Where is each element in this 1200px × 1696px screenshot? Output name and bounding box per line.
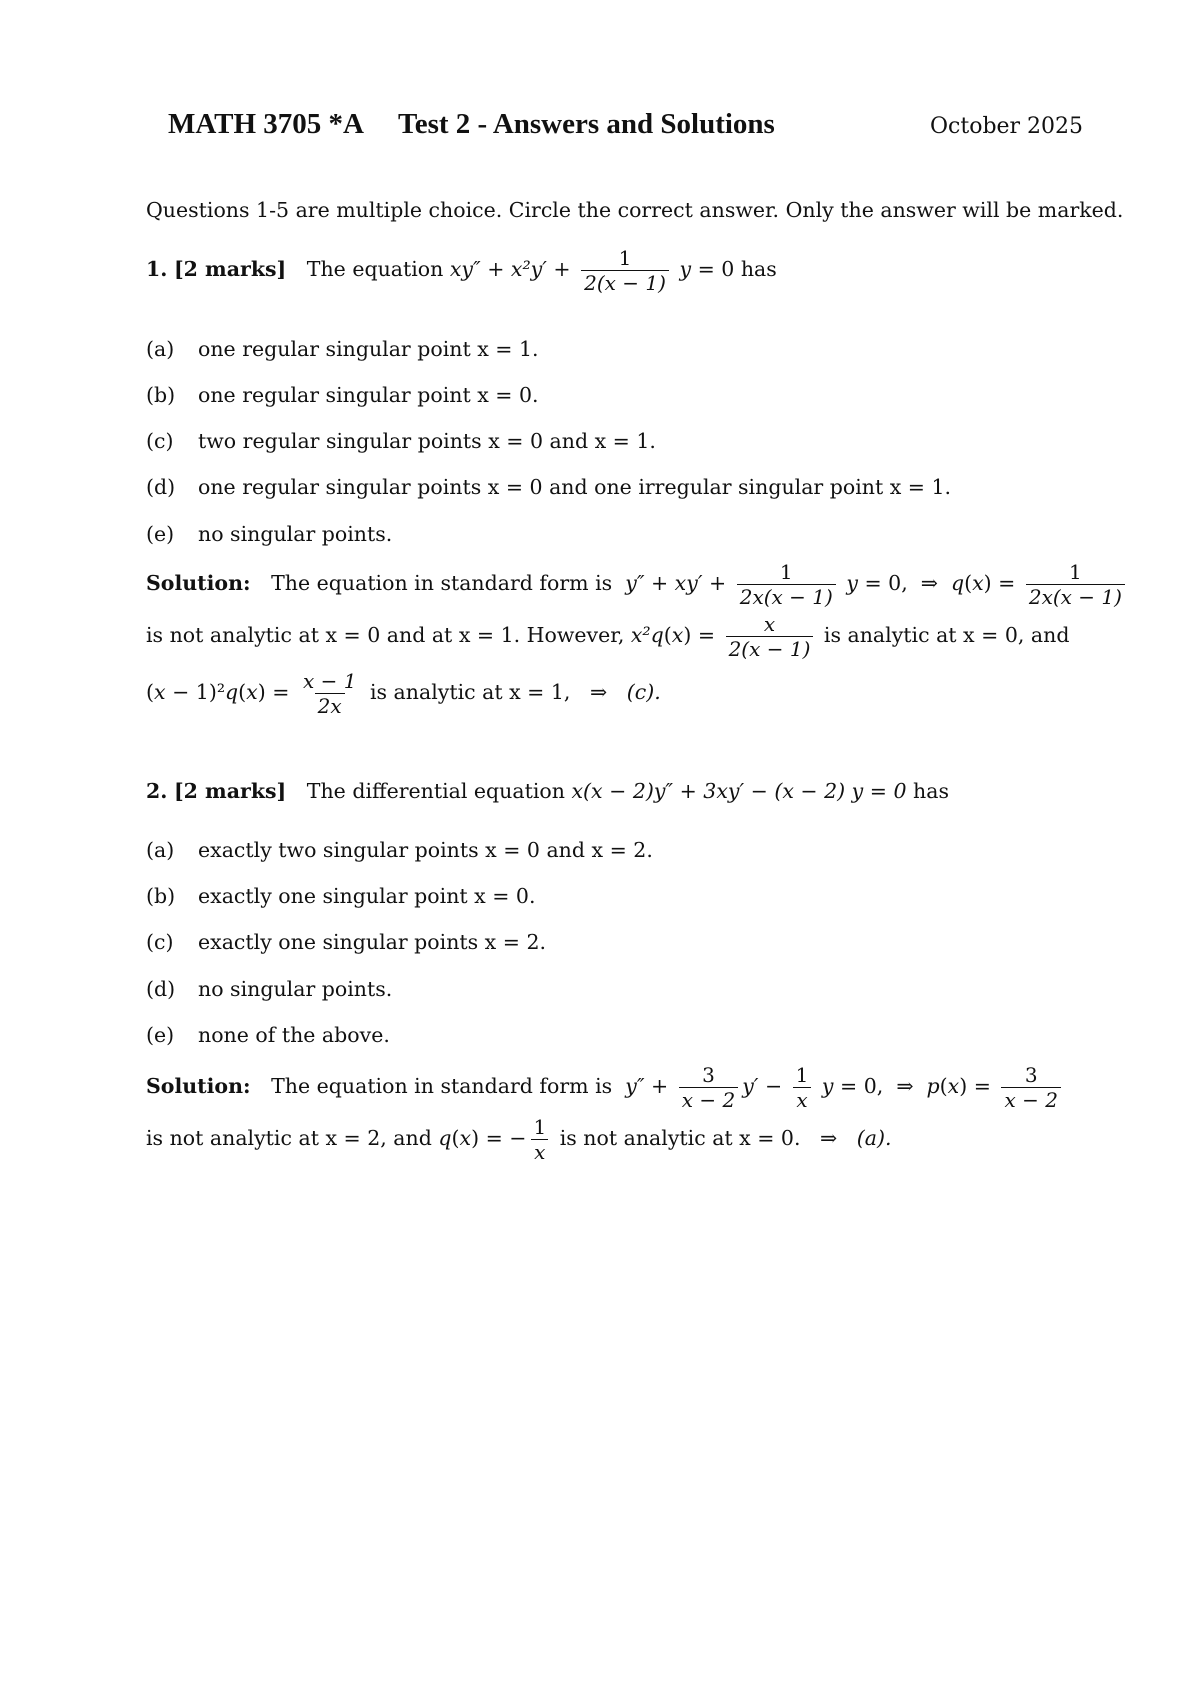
question-2-stem: 2. [2 marks] The differential equation x(x − 2)y″ + 3xy′ − (x − 2) y = 0 has bbox=[146, 779, 949, 803]
q1-option-a[interactable]: (a) one regular singular point x = 1. bbox=[146, 337, 539, 361]
fraction: $\frac{1}{2(x - 1)}$ bbox=[581, 246, 669, 295]
course-code: MATH 3705 *A bbox=[168, 108, 365, 140]
q1-solution-line3: (x − 1)²q(x) = $\frac{x - 1}{2x}$ is analytic at x = 1, ⇒ (c). bbox=[146, 669, 661, 718]
solution-label: Solution: bbox=[146, 571, 251, 595]
question-number: 1. bbox=[146, 257, 168, 281]
fraction: $\frac{1}{2x(x - 1)}$ bbox=[737, 560, 836, 609]
answer: (c). bbox=[626, 680, 661, 704]
stem-text: The equation bbox=[306, 257, 444, 281]
stem-equation: x(x − 2)y″ + 3xy′ − (x − 2) y = 0 bbox=[571, 779, 907, 803]
q2-solution-line1: Solution: The equation in standard form is y″ + $\frac{3}{x - 2}$ y′ − $\frac{1}{x}$ y = 0, ⇒ p(x) = $\frac{3}{x - 2}$ bbox=[146, 1063, 1065, 1112]
question-number: 2. bbox=[146, 779, 168, 803]
solution-label: Solution: bbox=[146, 1074, 251, 1098]
question-marks: [2 marks] bbox=[173, 779, 287, 803]
fraction: $\frac{3}{x - 2}$ bbox=[679, 1063, 738, 1112]
fraction: $\frac{1}{x}$ bbox=[793, 1063, 812, 1112]
q1-option-d[interactable]: (d) one regular singular points x = 0 and one irregular singular point x = 1. bbox=[146, 475, 952, 499]
page-title bbox=[168, 108, 775, 141]
fraction: $\frac{1}{x}$ bbox=[530, 1115, 549, 1164]
date: October 2025 bbox=[930, 114, 1084, 139]
instructions: Questions 1-5 are multiple choice. Circle the correct answer. Only the answer will be marked. bbox=[146, 198, 1124, 222]
stem-suffix: has bbox=[740, 257, 777, 281]
q2-option-b[interactable]: (b) exactly one singular point x = 0. bbox=[146, 884, 536, 908]
q1-option-c[interactable]: (c) two regular singular points x = 0 and x = 1. bbox=[146, 429, 656, 453]
answer: (a). bbox=[856, 1126, 892, 1150]
q2-option-d[interactable]: (d) no singular points. bbox=[146, 977, 393, 1001]
fraction: $\frac{x - 1}{2x}$ bbox=[302, 669, 357, 718]
fraction: $\frac{3}{x - 2}$ bbox=[1001, 1063, 1060, 1112]
test-title: Test 2 - Answers and Solutions bbox=[398, 108, 775, 140]
q2-option-a[interactable]: (a) exactly two singular points x = 0 and x = 2. bbox=[146, 838, 653, 862]
question-marks: [2 marks] bbox=[173, 257, 287, 281]
q2-option-c[interactable]: (c) exactly one singular points x = 2. bbox=[146, 930, 547, 954]
question-1-stem: 1. [2 marks] The equation xy″ + x²y′ + $\frac{1}{2(x - 1)}$ y = 0 has bbox=[146, 246, 777, 295]
fraction: $\frac{1}{2x(x - 1)}$ bbox=[1026, 560, 1125, 609]
q1-solution-line1: Solution: The equation in standard form is y″ + xy′ + $\frac{1}{2x(x - 1)}$ y = 0, ⇒ q(x) = $\frac{1}{2x(x - 1)}$ bbox=[146, 560, 1129, 609]
q1-option-b[interactable]: (b) one regular singular point x = 0. bbox=[146, 383, 539, 407]
q2-solution-line2: is not analytic at x = 2, and q(x) = − $\frac{1}{x}$ is not analytic at x = 0. ⇒ (a). bbox=[146, 1115, 892, 1164]
q1-option-e[interactable]: (e) no singular points. bbox=[146, 522, 393, 546]
q1-solution-line2: is not analytic at x = 0 and at x = 1. However, x²q(x) = $\frac{x}{2(x - 1)}$ is analytic at x = 0, and bbox=[146, 612, 1070, 661]
q2-option-e[interactable]: (e) none of the above. bbox=[146, 1023, 390, 1047]
fraction: $\frac{x}{2(x - 1)}$ bbox=[726, 612, 814, 661]
